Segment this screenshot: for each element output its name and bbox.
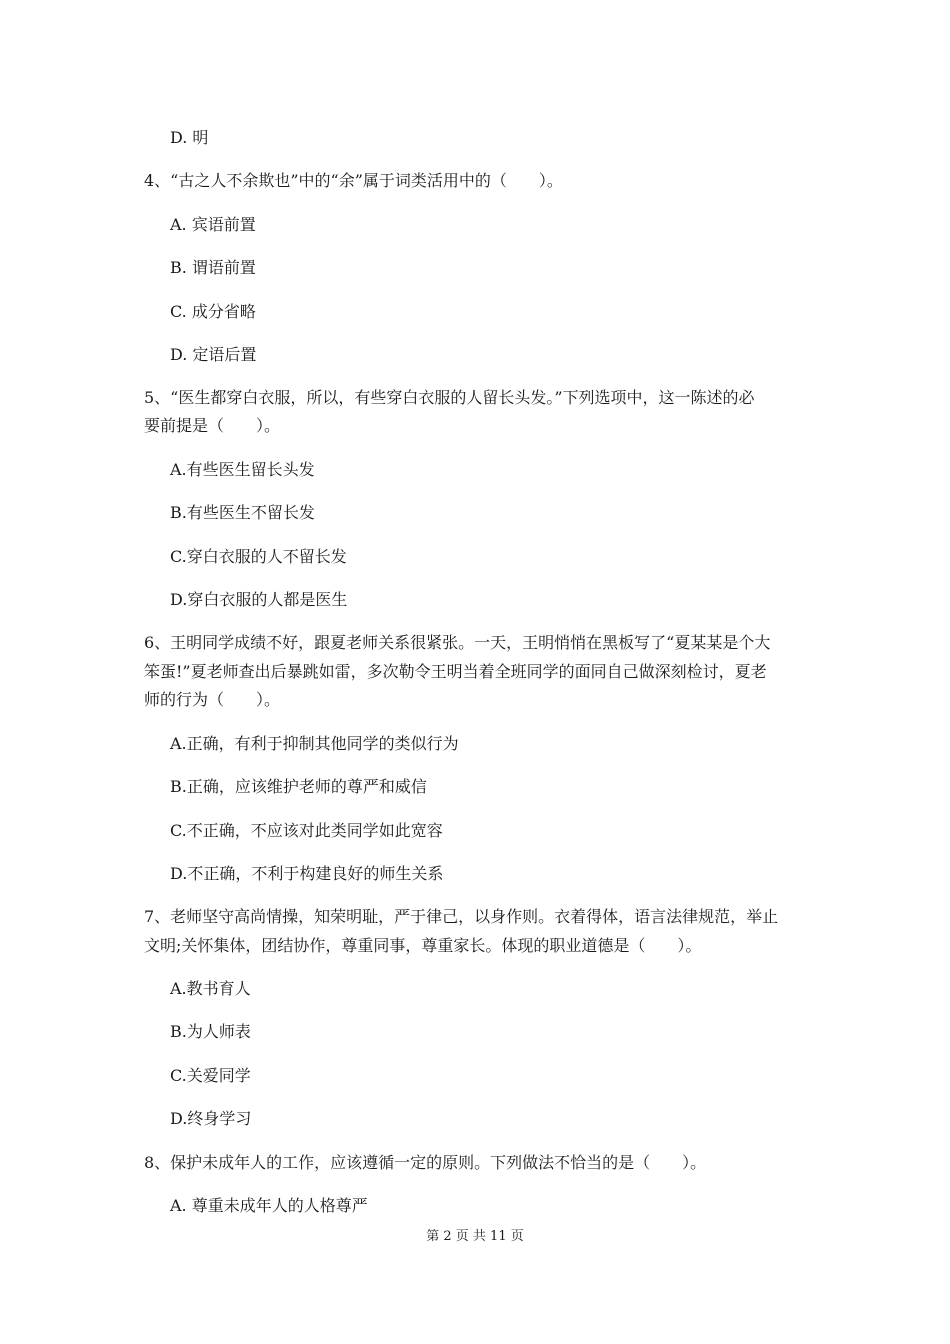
q6-option-c: C.不正确，不应该对此类同学如此宽容	[170, 821, 443, 840]
q5-option-a: A.有些医生留长头发	[170, 460, 315, 479]
q8-option-a: A. 尊重未成年人的人格尊严	[170, 1196, 368, 1215]
q7-option-c: C.关爱同学	[170, 1066, 251, 1085]
page-number: 第 2 页 共 11 页	[426, 1229, 524, 1244]
q7-stem-line1: 7、老师坚守高尚情操，知荣明耻，严于律己，以身作则。衣着得体，语言法律规范，举止	[144, 907, 779, 926]
q6-stem-line3: 师的行为（ ）。	[144, 690, 281, 709]
q6-option-b: B.正确，应该维护老师的尊严和威信	[170, 777, 427, 796]
q4-option-b: B. 谓语前置	[170, 258, 256, 277]
q5-option-c: C.穿白衣服的人不留长发	[170, 547, 347, 566]
q6-option-a: A.正确，有利于抑制其他同学的类似行为	[170, 734, 459, 753]
q7-option-d: D.终身学习	[170, 1109, 252, 1128]
q6-stem-line1: 6、王明同学成绩不好，跟夏老师关系很紧张。一天，王明悄悄在黑板写了“夏某某是个大	[144, 633, 771, 652]
q4-option-a: A. 宾语前置	[170, 215, 256, 234]
q5-stem-line1: 5、“医生都穿白衣服，所以，有些穿白衣服的人留长头发。”下列选项中，这一陈述的必	[144, 388, 755, 407]
q4-option-c: C. 成分省略	[170, 302, 256, 321]
q7-option-b: B.为人师表	[170, 1022, 251, 1041]
q3-option-d: D. 明	[170, 128, 209, 147]
q7-stem-line2: 文明;关怀集体，团结协作，尊重同事，尊重家长。体现的职业道德是（ ）。	[144, 936, 702, 955]
q4-option-d: D. 定语后置	[170, 345, 257, 364]
q6-option-d: D.不正确，不利于构建良好的师生关系	[170, 864, 444, 883]
q7-option-a: A.教书育人	[170, 979, 251, 998]
q8-stem: 8、保护未成年人的工作，应该遵循一定的原则。下列做法不恰当的是（ ）。	[144, 1153, 707, 1172]
q6-stem-line2: 笨蛋!”夏老师查出后暴跳如雷，多次勒令王明当着全班同学的面同自己做深刻检讨，夏老	[144, 662, 767, 681]
q4-stem: 4、“古之人不余欺也”中的“余”属于词类活用中的（ ）。	[144, 171, 563, 190]
q5-option-d: D.穿白衣服的人都是医生	[170, 590, 348, 609]
q5-stem-line2: 要前提是（ ）。	[144, 416, 281, 435]
q5-option-b: B.有些医生不留长发	[170, 503, 315, 522]
